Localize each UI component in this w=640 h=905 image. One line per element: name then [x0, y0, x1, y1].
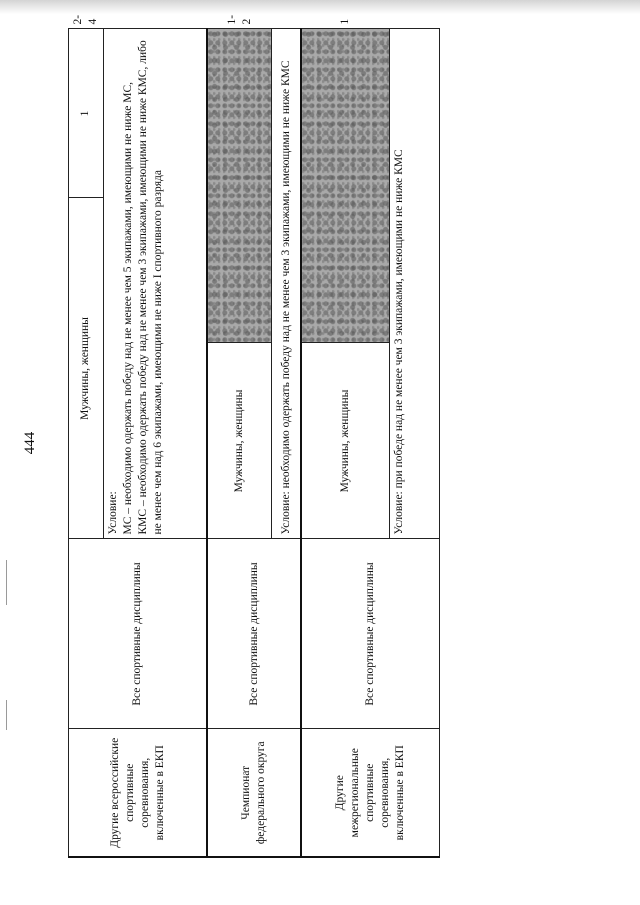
classification-table: [68, 14, 440, 859]
scan-edge-mark: [6, 700, 7, 730]
condition-cell: [103, 29, 207, 539]
disciplines-cell: Все спортивные дисциплины: [69, 539, 208, 729]
gender-cell: Мужчины, женщины: [69, 198, 104, 539]
scan-top-edge: [0, 0, 640, 14]
competition-cell: Другие всероссийские спортивные соревнования, включенные в ЕКП: [69, 729, 208, 857]
condition-line: Условие:: [106, 491, 119, 535]
page-number: 444: [22, 431, 38, 455]
condition-cell: Условие: при победе над не менее чем 3 экипажами, имеющими не ниже КМС: [389, 29, 439, 539]
shaded-cell: [207, 29, 271, 343]
disciplines-cell: Все спортивные дисциплины: [301, 539, 439, 729]
place-ms-cell: 1: [69, 29, 104, 198]
scan-edge-mark: [6, 560, 7, 605]
table-row: Другие межрегиональные спортивные соревнования, включенные в ЕКП Все спортивные дисциплины Мужчины, женщины 1: [301, 29, 389, 857]
gender-cell: Мужчины, женщины: [301, 343, 389, 539]
table-row: Чемпионат федерального округа Все спортивные дисциплины Мужчины, женщины 1-2: [207, 29, 271, 857]
condition-line: КМС – необходимо одержать победу над не менее чем 3 экипажами, имеющими не ниже КМС, либо не менее чем над 6 экипажами, имеющими не ниже I спортивного разряда: [136, 40, 164, 535]
table-row: Другие всероссийские спортивные соревнования, включенные в ЕКП Все спортивные дисциплины Мужчины, женщины 1 2-4: [69, 29, 104, 857]
competition-cell: Чемпионат федерального округа: [207, 729, 301, 857]
competition-cell: Другие межрегиональные спортивные соревнования, включенные в ЕКП: [301, 729, 439, 857]
disciplines-cell: Все спортивные дисциплины: [207, 539, 301, 729]
rotated-page: [22, 14, 430, 858]
gender-cell: Мужчины, женщины: [207, 343, 271, 539]
shaded-cell: [301, 29, 389, 343]
condition-line: МС – необходимо одержать победу над не менее чем 5 экипажами, имеющими не ниже МС,: [121, 81, 134, 535]
condition-cell: Условие: необходимо одержать победу над не менее чем 3 экипажами, имеющими не ниже КМС: [271, 29, 301, 539]
